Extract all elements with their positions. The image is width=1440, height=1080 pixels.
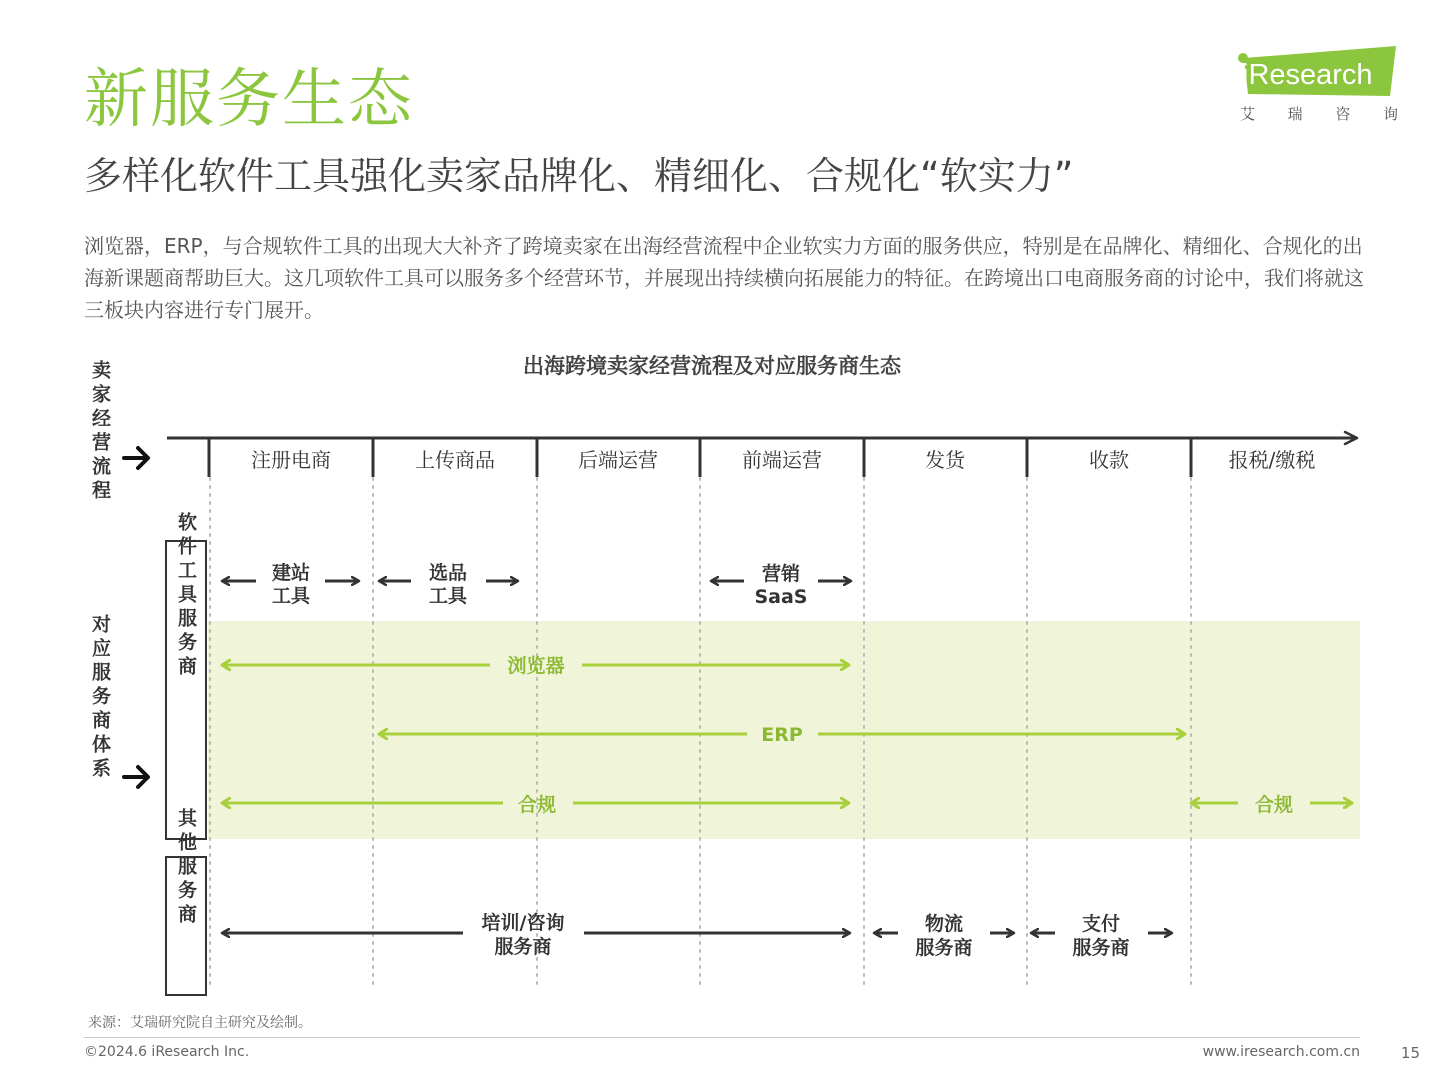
stage-label-upload: 上传商品 [415, 448, 495, 472]
diagram-title: 出海跨境卖家经营流程及对应服务商生态 [523, 354, 901, 378]
logo-char: 瑞 [1287, 105, 1303, 123]
browser-label: 浏览器 [507, 655, 565, 677]
source-note: 来源：艾瑞研究院自主研究及绘制。 [88, 1015, 312, 1031]
page-subtitle: 多样化软件工具强化卖家品牌化、精细化、合规化“软实力” [84, 154, 1074, 198]
logistics-label: 物流 [924, 913, 964, 935]
marketing-saas-label: 营销 [761, 563, 801, 585]
row-label-service-system: 对应服务商体系 [89, 614, 111, 782]
payment-label: 支付 [1081, 913, 1121, 935]
stage-label-shipping: 发货 [925, 448, 965, 472]
logo-brand-text: iResearch [1242, 59, 1373, 91]
intro-paragraph: 浏览器，ERP，与合规软件工具的出现大大补齐了跨境卖家在出海经营流程中企业软实力方面的服务供应，特别是在品牌化、精细化、合规化的出海新课题商帮助巨大。这几项软件工具可以服务多个经营环节，并展现出持续横向拓展能力的特征。在跨境出口电商服务商的讨论中，我们将就这三板块内容进行专门展开。 [84, 234, 1364, 322]
compliance-label: 合规 [517, 794, 557, 816]
logistics-label: 服务商 [915, 937, 973, 959]
marketing-saas-label: SaaS [754, 586, 808, 608]
stage-label-tax: 报税/缴税 [1228, 448, 1316, 472]
site-builder-label: 工具 [271, 585, 311, 607]
stage-label-backend: 后端运营 [578, 448, 658, 472]
page-title: 新服务生态 [84, 63, 414, 137]
product-selection-label: 选品 [428, 562, 468, 584]
stage-label-collection: 收款 [1089, 448, 1129, 472]
stage-ticks [209, 438, 1191, 477]
training-consulting-label: 服务商 [494, 936, 552, 958]
row-arrow-icon [124, 448, 148, 468]
stage-label-frontend: 前端运营 [742, 448, 822, 472]
logo-char: 询 [1382, 105, 1398, 123]
row-arrow-icon [124, 767, 148, 787]
site-builder-label: 建站 [271, 562, 311, 584]
training-consulting-label: 培训/咨询 [481, 912, 565, 934]
row-label-seller-process: 卖家经营流程 [89, 360, 111, 504]
software-tools-group-label: 软件工具服务商 [175, 512, 197, 680]
page-number: 15 [1400, 1044, 1420, 1062]
erp-label: ERP [761, 724, 803, 746]
copyright-text: ©2024.6 iResearch Inc. [84, 1044, 250, 1060]
website-link[interactable]: www.iresearch.com.cn [1202, 1044, 1360, 1060]
payment-label: 服务商 [1072, 937, 1130, 959]
footer-divider [84, 1037, 1360, 1038]
other-services-group-label: 其他服务商 [175, 808, 197, 928]
logo-char: 咨 [1335, 105, 1351, 123]
compliance-tax-label: 合规 [1254, 794, 1294, 816]
logo-char: 艾 [1240, 105, 1256, 123]
stage-label-register: 注册电商 [251, 448, 331, 472]
product-selection-label: 工具 [428, 585, 468, 607]
